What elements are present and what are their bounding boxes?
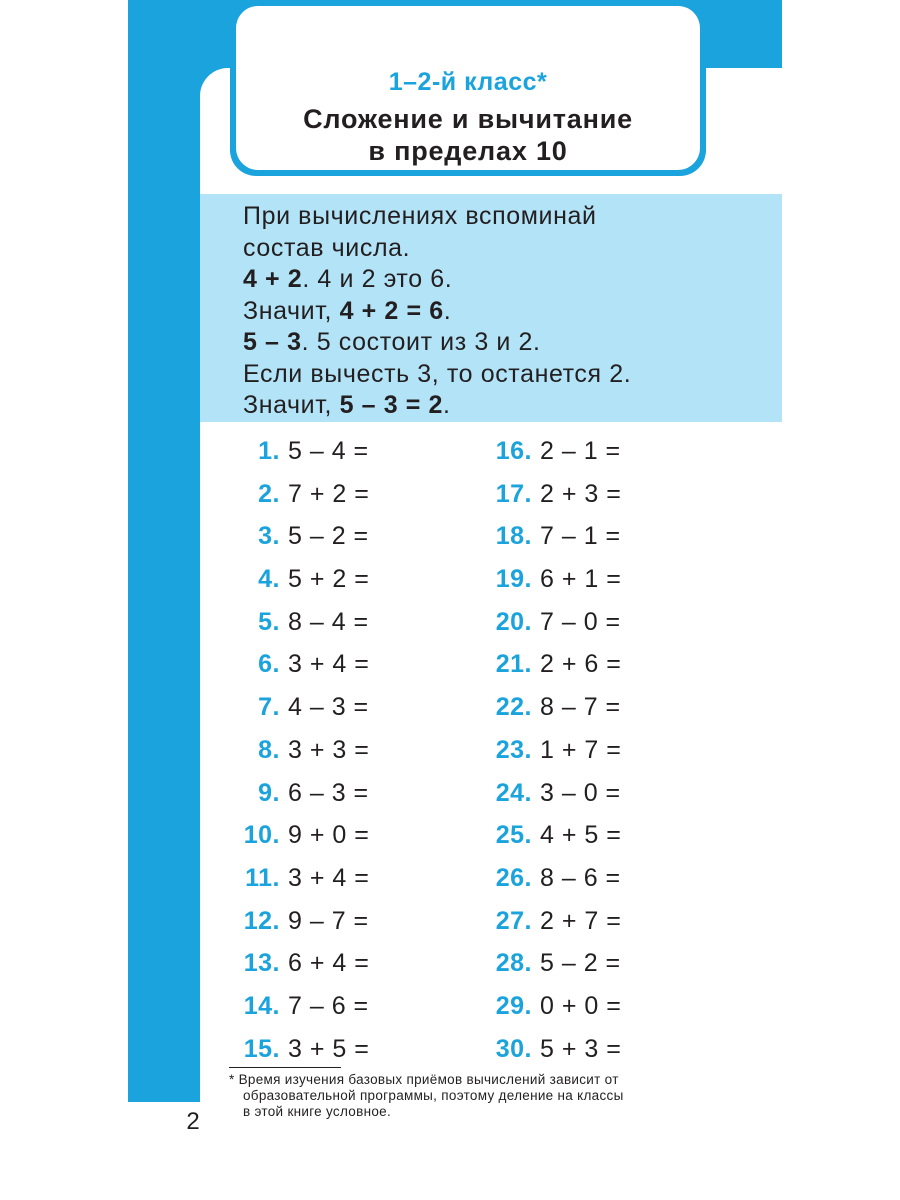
exercise-row <box>200 515 375 558</box>
exercise-number: 11. <box>245 863 280 892</box>
exercise-expression: 6 – 3 = <box>288 778 369 807</box>
exercise-number: 16. <box>495 437 532 465</box>
exercise-expression: 2 – 1 = <box>540 437 621 465</box>
exercise-row <box>200 643 375 686</box>
grade-label: 1–2-й класс* <box>388 68 548 96</box>
rule-line-7-end: . <box>443 391 451 419</box>
exercise-number: 14. <box>243 991 280 1020</box>
exercise-expression: 3 – 0 = <box>540 778 621 807</box>
exercise-number: 9. <box>258 778 280 807</box>
exercise-number: 7. <box>258 693 280 722</box>
exercise-row <box>470 729 630 772</box>
exercise-number: 19. <box>495 565 532 594</box>
rule-line-2: состав числа. <box>243 233 411 262</box>
rule-example-result-2: 5 – 3 = 2 <box>339 391 444 419</box>
rule-example-result: 4 + 2 = 6 <box>339 296 444 325</box>
topic-title-line-1: Сложение и вычитание <box>303 104 633 134</box>
rule-example-expression: 4 + 2 <box>243 265 303 293</box>
exercise-number: 25. <box>495 821 532 850</box>
exercise-row <box>470 985 630 1028</box>
rule-box <box>200 194 782 422</box>
exercise-expression: 8 – 6 = <box>540 863 621 892</box>
exercise-row <box>470 772 630 815</box>
exercise-column-left <box>200 430 375 1070</box>
exercise-row <box>470 1028 630 1071</box>
exercise-row <box>470 900 630 943</box>
exercise-expression: 7 + 2 = <box>288 479 370 508</box>
exercise-number: 15. <box>243 1034 280 1063</box>
exercise-number: 13. <box>243 949 280 978</box>
exercise-number: 23. <box>495 735 532 764</box>
exercise-expression: 5 + 2 = <box>288 565 370 594</box>
exercise-expression: 2 + 7 = <box>540 906 622 935</box>
exercise-expression: 7 – 0 = <box>540 607 621 636</box>
footnote <box>229 1072 729 1120</box>
exercise-expression: 9 + 0 = <box>288 821 370 850</box>
exercise-expression: 2 + 6 = <box>540 650 622 679</box>
exercise-row <box>200 473 375 516</box>
exercise-row <box>470 473 630 516</box>
exercise-expression: 4 – 3 = <box>288 693 369 722</box>
footnote-line-3: в этой книге условное. <box>243 1104 392 1119</box>
exercise-number: 30. <box>495 1034 532 1063</box>
rule-line-4-start: Значит, <box>243 296 340 325</box>
exercise-expression: 0 + 0 = <box>540 991 622 1020</box>
exercise-row <box>470 558 630 601</box>
footnote-line-1: * Время изучения базовых приёмов вычислений зависит от <box>229 1072 619 1087</box>
exercise-number: 8. <box>258 735 280 764</box>
exercise-number: 27. <box>495 906 532 935</box>
exercise-expression: 7 – 1 = <box>540 522 621 551</box>
exercise-number: 4. <box>258 565 280 594</box>
rule-line-5 <box>243 327 631 359</box>
rule-line-4-end: . <box>443 296 452 325</box>
rule-line-4 <box>243 296 631 328</box>
rule-line-7-start: Значит, <box>243 391 340 419</box>
exercise-expression: 6 + 4 = <box>288 949 370 978</box>
exercise-row <box>470 942 630 985</box>
exercise-row <box>200 772 375 815</box>
exercise-number: 2. <box>258 479 280 508</box>
exercise-number: 18. <box>495 522 532 551</box>
exercise-row <box>200 942 375 985</box>
exercise-number: 12. <box>243 906 280 935</box>
title-card-inner <box>236 6 700 170</box>
exercise-row <box>470 515 630 558</box>
footnote-divider <box>229 1067 341 1068</box>
exercise-number: 28. <box>495 949 532 978</box>
exercise-row <box>200 857 375 900</box>
topic-title <box>236 103 700 167</box>
exercise-number: 5. <box>258 607 280 636</box>
exercise-number: 3. <box>258 522 280 551</box>
rule-line-3-text: . 4 и 2 это 6. <box>302 265 453 293</box>
exercise-row <box>470 686 630 729</box>
exercise-row <box>200 985 375 1028</box>
exercise-column-right <box>470 430 630 1070</box>
exercise-row <box>470 814 630 857</box>
exercise-expression: 8 – 7 = <box>540 693 621 722</box>
exercise-number: 1. <box>258 437 280 465</box>
exercise-row <box>200 814 375 857</box>
exercise-expression: 5 – 4 = <box>288 437 369 465</box>
rule-line-7 <box>243 390 631 422</box>
exercise-number: 26. <box>495 863 532 892</box>
rule-text <box>243 201 631 422</box>
exercise-number: 21. <box>495 650 532 679</box>
exercise-number: 10. <box>243 821 280 850</box>
exercise-number: 29. <box>495 991 532 1020</box>
exercise-number: 6. <box>258 650 280 679</box>
exercise-row <box>470 430 630 473</box>
rule-line-3 <box>243 264 631 296</box>
footnote-line-2: образовательной программы, поэтому деление на классы <box>243 1088 624 1103</box>
exercise-row <box>470 601 630 644</box>
exercise-row <box>200 729 375 772</box>
topic-title-line-2: в пределах 10 <box>368 136 568 166</box>
title-card <box>230 6 706 176</box>
exercise-row <box>200 601 375 644</box>
exercise-row <box>200 558 375 601</box>
exercise-number: 17. <box>495 479 532 508</box>
rule-line-1: При вычислениях вспоминай <box>243 202 597 230</box>
exercise-row <box>200 686 375 729</box>
exercise-number: 20. <box>495 607 532 636</box>
exercise-expression: 1 + 7 = <box>540 735 622 764</box>
exercise-expression: 5 + 3 = <box>540 1034 622 1063</box>
exercise-row <box>200 900 375 943</box>
exercise-expression: 3 + 3 = <box>288 735 370 764</box>
exercise-row <box>200 1028 375 1071</box>
rule-line-5-text: . 5 состоит из 3 и 2. <box>301 328 541 356</box>
exercise-expression: 9 – 7 = <box>288 906 369 935</box>
exercise-number: 24. <box>495 778 532 807</box>
exercise-row <box>470 857 630 900</box>
exercise-expression: 3 + 4 = <box>288 650 370 679</box>
exercise-expression: 5 – 2 = <box>288 522 369 551</box>
exercise-number: 22. <box>495 693 532 722</box>
exercise-expression: 2 + 3 = <box>540 479 622 508</box>
exercise-row <box>200 430 375 473</box>
exercise-expression: 4 + 5 = <box>540 821 622 850</box>
page-number: 2 <box>186 1108 200 1135</box>
rule-line-6: Если вычесть 3, то останется 2. <box>243 359 632 388</box>
exercise-expression: 6 + 1 = <box>540 565 622 594</box>
exercise-expression: 3 + 5 = <box>288 1034 370 1063</box>
exercise-row <box>470 643 630 686</box>
exercise-expression: 5 – 2 = <box>540 949 621 978</box>
exercise-expression: 3 + 4 = <box>288 863 370 892</box>
exercise-expression: 7 – 6 = <box>288 991 369 1020</box>
rule-example-expression-2: 5 – 3 <box>243 328 302 356</box>
exercise-expression: 8 – 4 = <box>288 607 369 636</box>
